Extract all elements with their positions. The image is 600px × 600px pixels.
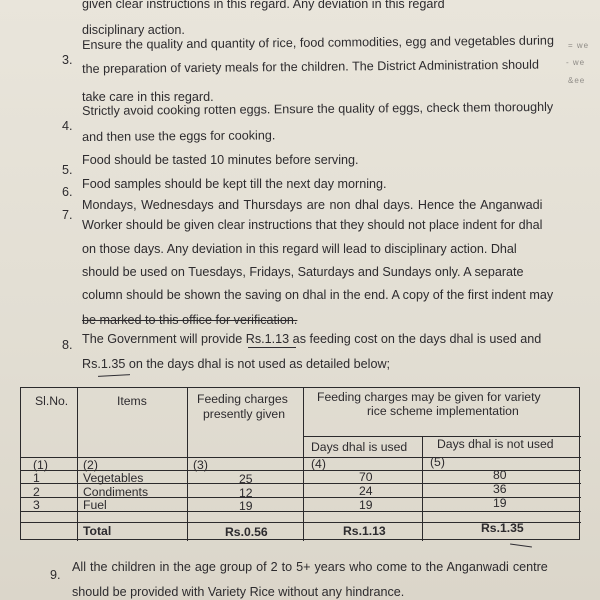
item-9-line-1: All the children in the age group of 2 to 5+ years who come to the Anganwadi centre [72,560,548,574]
item-9-number: 9. [50,568,61,582]
pen-underline-rs135 [98,374,130,377]
total-dhal-not-used: Rs.1.35 [481,521,524,535]
item-5-number: 5. [62,163,73,177]
pen-mark-total [510,543,532,547]
pen-underline-rs113 [248,347,296,348]
table-cell-sl: 1 [33,471,40,485]
table-cell-item: Vegetables [83,471,144,485]
item-2-line-2: disciplinary action. [82,23,185,37]
header-variety-line-1: Feeding charges may be given for variety [317,390,541,404]
item-4-number: 4. [62,119,73,133]
item-3-line-1: Ensure the quality and quantity of rice, food commodities, egg and vegetables during [82,33,554,52]
header-dhal-not-used: Days dhal is not used [437,437,554,451]
header-present-line-2: presently given [203,407,285,421]
item-7-line-2: Worker should be given clear instructions that they should not place indent for dhal [82,218,543,232]
header-sl-no: Sl.No. [35,394,69,408]
col-number-4: (4) [311,457,326,471]
item-7-line-4: should be used on Tuesdays, Fridays, Saturdays and Sundays only. A separate [82,265,524,279]
item-5-line-1: Food should be tasted 10 minutes before serving. [82,153,359,167]
item-3-line-3: take care in this regard. [82,90,214,104]
margin-mark-3: &ee [568,76,586,85]
col-number-1: (1) [33,458,48,472]
table-cell-dhal-not-used: 36 [493,482,507,496]
item-8-line-2: Rs.1.35 on the days dhal is not used as detailed below; [82,357,391,371]
table-col-divider [187,388,188,541]
item-9-line-2: should be provided with Variety Rice without any hindrance. [72,585,405,599]
table-cell-dhal-used: 19 [359,498,373,512]
item-8-number: 8. [62,338,73,352]
item-2-line-1: given clear instructions in this regard. Any deviation in this regard [82,0,445,11]
table-cell-item: Fuel [83,498,107,512]
item-3-number: 3. [62,53,73,67]
col-number-2: (2) [83,458,98,472]
header-dhal-used: Days dhal is used [311,440,408,454]
table-col-divider [303,388,304,541]
table-row-divider [21,457,581,458]
total-present: Rs.0.56 [225,525,268,539]
item-8-line-1: The Government will provide Rs.1.13 as feeding cost on the days dhal is used and [82,332,542,346]
item-7-line-5: column should be shown the saving on dhal in the end. A copy of the first indent may [82,288,554,302]
margin-mark-2: - we [566,58,586,67]
table-cell-dhal-not-used: 19 [493,496,507,510]
item-4-line-2: and then use the eggs for cooking. [82,128,276,144]
item-7-number: 7. [62,208,73,222]
table-col-divider [77,388,78,541]
table-cell-sl: 2 [33,485,40,499]
total-dhal-used: Rs.1.13 [343,524,386,538]
total-label: Total [83,524,112,538]
header-variety-line-2: rice scheme implementation [367,404,519,418]
table-cell-present: 25 [239,472,253,486]
table-cell-dhal-used: 70 [359,470,373,484]
table-cell-item: Condiments [83,485,149,499]
item-6-line-1: Food samples should be kept till the next day morning. [82,177,387,191]
item-6-number: 6. [62,185,73,199]
table-cell-dhal-used: 24 [359,484,373,498]
item-7-line-1: Mondays, Wednesdays and Thursdays are non dhal days. Hence the Anganwadi [82,198,543,212]
header-present-line-1: Feeding charges [197,392,288,406]
col-number-3: (3) [193,458,208,472]
header-items: Items [117,394,147,408]
item-3-line-2: the preparation of variety meals for the children. The District Administration should [82,57,539,76]
table-cell-present: 19 [239,499,253,513]
feeding-charges-table [20,387,580,540]
item-7-line-3: on those days. Any deviation in this regard will lead to disciplinary action. Dhal [82,242,517,256]
table-col-divider [422,436,423,541]
col-number-5: (5) [430,455,445,469]
table-cell-present: 12 [239,486,253,500]
table-cell-dhal-not-used: 80 [493,468,507,482]
item-4-line-1: Strictly avoid cooking rotten eggs. Ensure the quality of eggs, check them thoroughly [82,99,554,118]
margin-mark-1: = we [568,41,590,50]
item-7-line-6: be marked to this office for verification. [82,313,298,327]
table-cell-sl: 3 [33,498,40,512]
